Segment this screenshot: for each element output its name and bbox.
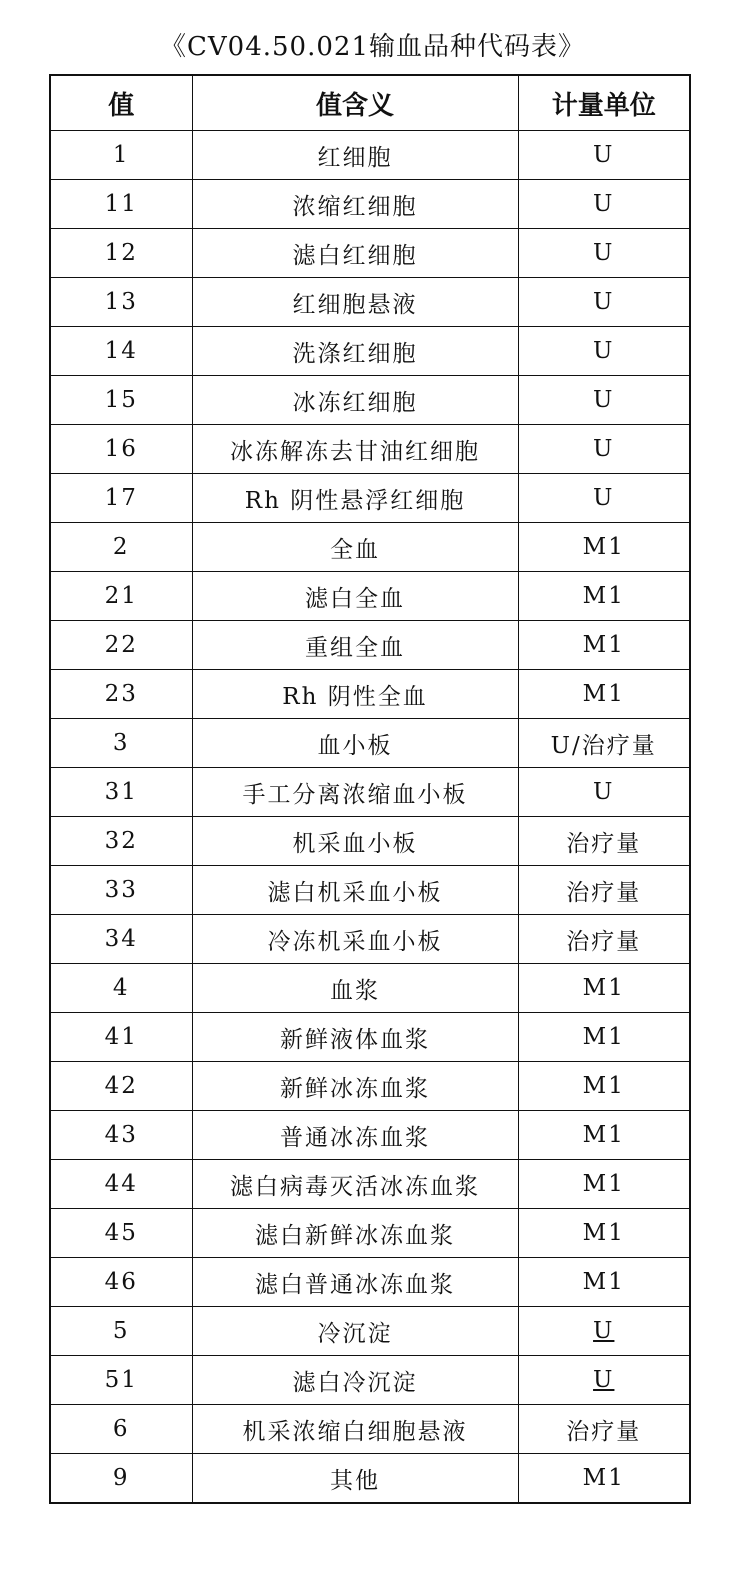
- cell-unit: M1: [518, 1160, 690, 1209]
- cell-unit: M1: [518, 964, 690, 1013]
- table-row: [50, 180, 690, 229]
- cell-meaning: 机采浓缩白细胞悬液: [192, 1405, 518, 1454]
- cell-unit: 治疗量: [518, 1405, 690, 1454]
- table-row: [50, 964, 690, 1013]
- table-row: [50, 425, 690, 474]
- cell-value: 14: [50, 327, 192, 376]
- cell-value: 15: [50, 376, 192, 425]
- cell-unit: U: [518, 229, 690, 278]
- cell-meaning: 滤白新鲜冰冻血浆: [192, 1209, 518, 1258]
- cell-value: 16: [50, 425, 192, 474]
- document-title: 《CV04.50.021输血品种代码表》: [160, 32, 585, 62]
- cell-value: 3: [50, 719, 192, 768]
- cell-unit: [518, 1356, 690, 1405]
- cell-value: 6: [50, 1405, 192, 1454]
- cell-meaning: 滤白普通冰冻血浆: [192, 1258, 518, 1307]
- cell-value: 31: [50, 768, 192, 817]
- cell-value: 43: [50, 1111, 192, 1160]
- table-row: [50, 1062, 690, 1111]
- cell-unit: U: [518, 376, 690, 425]
- cell-value: 32: [50, 817, 192, 866]
- table-row: [50, 1160, 690, 1209]
- cell-meaning: 滤白全血: [192, 572, 518, 621]
- table-row: [50, 229, 690, 278]
- cell-unit: U: [518, 474, 690, 523]
- cell-meaning: 滤白机采血小板: [192, 866, 518, 915]
- table-row: [50, 1013, 690, 1062]
- cell-unit: M1: [518, 523, 690, 572]
- table-row: [50, 866, 690, 915]
- cell-unit-text: U: [593, 1367, 615, 1393]
- table-row: [50, 278, 690, 327]
- cell-meaning: 冷沉淀: [192, 1307, 518, 1356]
- header-meaning: 值含义: [192, 75, 518, 131]
- cell-value: 45: [50, 1209, 192, 1258]
- table-row: [50, 572, 690, 621]
- cell-unit: U: [518, 425, 690, 474]
- cell-value: 33: [50, 866, 192, 915]
- cell-unit: U: [518, 131, 690, 180]
- cell-value: 13: [50, 278, 192, 327]
- table-row: [50, 131, 690, 180]
- cell-unit: M1: [518, 1454, 690, 1504]
- cell-unit: [518, 1307, 690, 1356]
- cell-value: 34: [50, 915, 192, 964]
- table-row: [50, 474, 690, 523]
- cell-meaning: 滤白红细胞: [192, 229, 518, 278]
- cell-meaning: 手工分离浓缩血小板: [192, 768, 518, 817]
- cell-unit-text: U: [593, 1318, 615, 1344]
- table-row: [50, 1454, 690, 1504]
- blood-product-code-table: [49, 74, 691, 1504]
- cell-value: 41: [50, 1013, 192, 1062]
- cell-meaning: 滤白病毒灭活冰冻血浆: [192, 1160, 518, 1209]
- cell-unit: M1: [518, 572, 690, 621]
- table-row: [50, 670, 690, 719]
- cell-unit: U: [518, 278, 690, 327]
- table-row: [50, 1307, 690, 1356]
- cell-unit: U: [518, 180, 690, 229]
- cell-unit: U: [518, 327, 690, 376]
- cell-value: 5: [50, 1307, 192, 1356]
- table-row: [50, 817, 690, 866]
- cell-value: 17: [50, 474, 192, 523]
- cell-unit: M1: [518, 1209, 690, 1258]
- cell-meaning: 血小板: [192, 719, 518, 768]
- cell-meaning: 血浆: [192, 964, 518, 1013]
- table-row: [50, 1405, 690, 1454]
- cell-value: 12: [50, 229, 192, 278]
- cell-meaning: 全血: [192, 523, 518, 572]
- cell-meaning: 滤白冷沉淀: [192, 1356, 518, 1405]
- cell-meaning: 冰冻解冻去甘油红细胞: [192, 425, 518, 474]
- cell-value: 51: [50, 1356, 192, 1405]
- table-body: [50, 131, 690, 1504]
- cell-meaning: 新鲜液体血浆: [192, 1013, 518, 1062]
- header-unit: 计量单位: [518, 75, 690, 131]
- cell-value: 21: [50, 572, 192, 621]
- cell-unit: M1: [518, 1062, 690, 1111]
- cell-value: 23: [50, 670, 192, 719]
- cell-value: 4: [50, 964, 192, 1013]
- cell-unit: U: [518, 768, 690, 817]
- cell-meaning: 红细胞悬液: [192, 278, 518, 327]
- cell-meaning: Rh 阴性全血: [192, 670, 518, 719]
- cell-unit: U/治疗量: [518, 719, 690, 768]
- table-header-row: [50, 75, 690, 131]
- cell-meaning: 冷冻机采血小板: [192, 915, 518, 964]
- table-row: [50, 621, 690, 670]
- cell-value: 46: [50, 1258, 192, 1307]
- cell-meaning: 红细胞: [192, 131, 518, 180]
- cell-unit: M1: [518, 1258, 690, 1307]
- table-row: [50, 327, 690, 376]
- cell-unit: 治疗量: [518, 817, 690, 866]
- table-row: [50, 1356, 690, 1405]
- table-row: [50, 1258, 690, 1307]
- cell-unit: M1: [518, 1013, 690, 1062]
- cell-value: 22: [50, 621, 192, 670]
- cell-value: 1: [50, 131, 192, 180]
- table-row: [50, 915, 690, 964]
- cell-value: 42: [50, 1062, 192, 1111]
- cell-meaning: 普通冰冻血浆: [192, 1111, 518, 1160]
- cell-value: 2: [50, 523, 192, 572]
- cell-unit: M1: [518, 670, 690, 719]
- cell-meaning: 新鲜冰冻血浆: [192, 1062, 518, 1111]
- table-row: [50, 523, 690, 572]
- cell-meaning: 冰冻红细胞: [192, 376, 518, 425]
- cell-value: 11: [50, 180, 192, 229]
- cell-meaning: 洗涤红细胞: [192, 327, 518, 376]
- cell-unit: M1: [518, 621, 690, 670]
- cell-unit: M1: [518, 1111, 690, 1160]
- cell-unit: 治疗量: [518, 866, 690, 915]
- table-row: [50, 719, 690, 768]
- table-row: [50, 376, 690, 425]
- cell-value: 44: [50, 1160, 192, 1209]
- cell-meaning: 浓缩红细胞: [192, 180, 518, 229]
- table-row: [50, 768, 690, 817]
- table-row: [50, 1111, 690, 1160]
- cell-meaning: 其他: [192, 1454, 518, 1504]
- cell-meaning: 重组全血: [192, 621, 518, 670]
- cell-meaning: Rh 阴性悬浮红细胞: [192, 474, 518, 523]
- cell-unit: 治疗量: [518, 915, 690, 964]
- table-row: [50, 1209, 690, 1258]
- cell-value: 9: [50, 1454, 192, 1504]
- cell-meaning: 机采血小板: [192, 817, 518, 866]
- header-value: 值: [50, 75, 192, 131]
